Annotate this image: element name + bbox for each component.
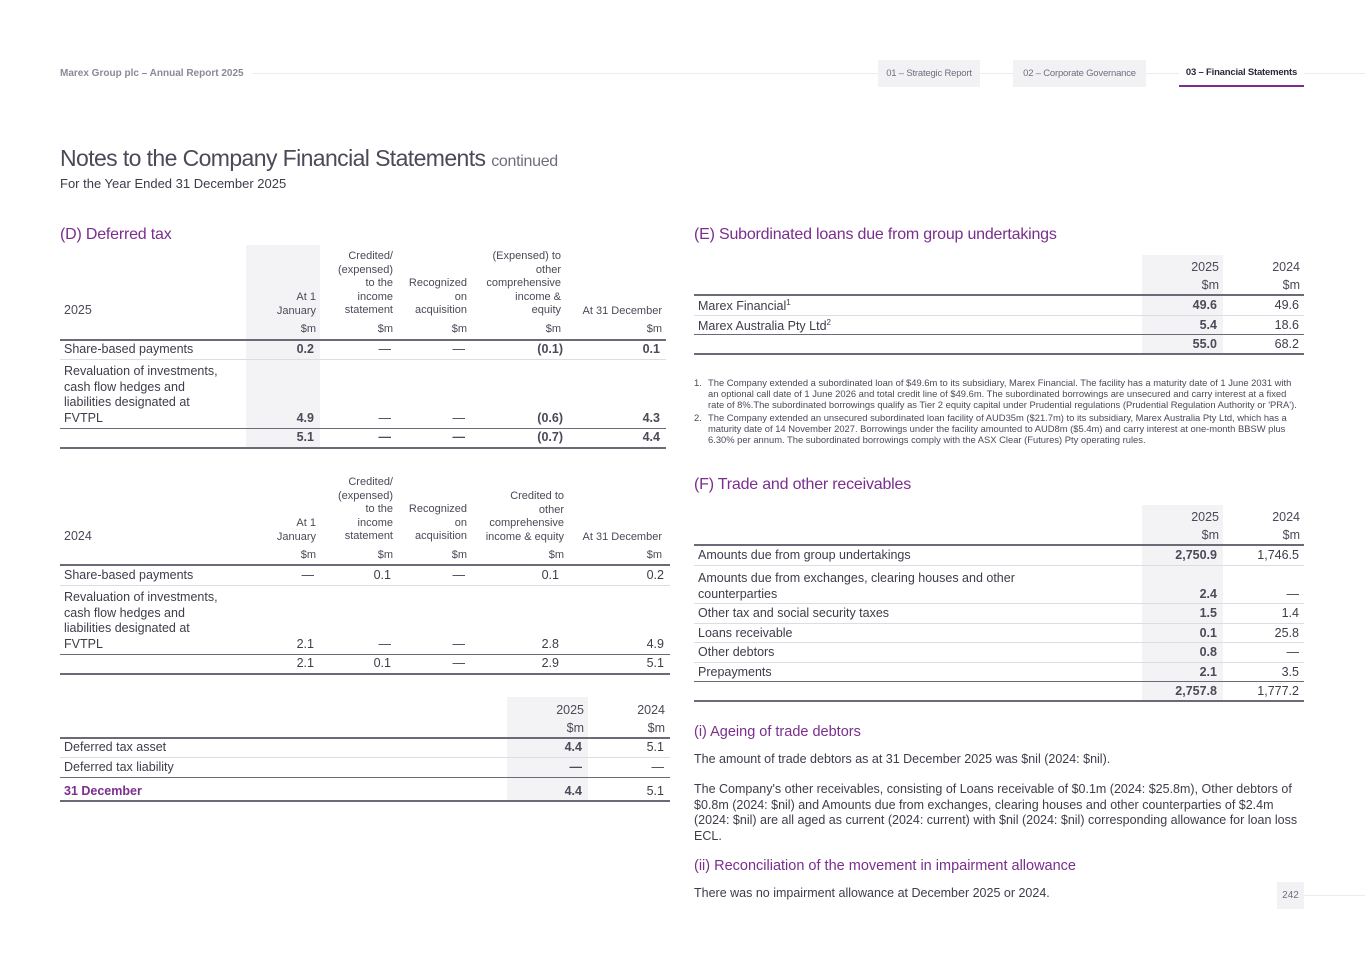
cell-value: 2.8 [541, 637, 559, 651]
row-label: Revaluation of investments, cash flow hedges and liabilities designated at FVTPL [64, 590, 218, 652]
unit: $m [548, 549, 564, 561]
total-value: — [378, 430, 391, 444]
total-value: 0.1 [373, 656, 391, 670]
cell-value: — [452, 637, 465, 651]
unit: $m [451, 323, 467, 335]
footnote [694, 412, 1304, 445]
row-rule [60, 777, 670, 778]
ageing-text: The amount of trade debtors as at 31 December 2025 was $nil (2024: $nil). [694, 752, 1111, 766]
row-label: Share-based payments [64, 342, 194, 356]
page-subtitle: For the Year Ended 31 December 2025 [60, 176, 287, 191]
cell-value: 0.1 [373, 568, 391, 582]
unit: $m [377, 323, 393, 335]
year-header: 2025 [556, 703, 584, 717]
cell-value: — [452, 411, 465, 425]
row-label: Amounts due from group undertakings [698, 548, 911, 562]
cell-value: 1.5 [1199, 606, 1217, 620]
cell-value: 49.6 [1192, 298, 1217, 312]
cell-value: 25.8 [1274, 626, 1299, 640]
total-value: 55.0 [1192, 337, 1217, 351]
row-rule [60, 359, 666, 360]
cell-value: 4.3 [642, 411, 660, 425]
row-rule [60, 757, 670, 758]
year-header: 2024 [637, 703, 665, 717]
row-label: Share-based payments [64, 568, 194, 582]
total-value: 5.1 [646, 656, 664, 670]
cell-value: — [651, 760, 664, 774]
row-rule [694, 662, 1304, 663]
total-value: 5.1 [296, 430, 314, 444]
tab-corporate-governance[interactable]: 02 – Corporate Governance [1013, 60, 1146, 87]
row-rule [694, 334, 1304, 335]
unit: $m [451, 549, 467, 561]
row-rule [60, 428, 666, 429]
row-rule [60, 654, 670, 655]
year-header: 2024 [1272, 510, 1300, 524]
row-rule [694, 565, 1304, 566]
total-value: 5.1 [646, 784, 664, 798]
table-year: 2024 [64, 529, 92, 543]
total-value: — [452, 430, 465, 444]
page-title [60, 145, 558, 172]
unit: $m [1201, 528, 1219, 542]
unit: $m [566, 721, 584, 735]
table-year: 2025 [64, 303, 92, 317]
header-rule [60, 564, 670, 566]
cell-value: — [301, 568, 314, 582]
row-label: Loans receivable [698, 626, 793, 640]
footnote-text: The Company extended a subordinated loan of $49.6m to its subsidiary, Marex Financial. The facility has a maturity date of 1 June 2031 with an optional call date of 1 June 2026 and total credit line of $49.6m. The subordinated borrowings are unsecured and carry interest at a fixed rate of 8%.The subordinated borrowings qualify as Tier 2 equity capital under Prudential regulations (Prudential Regulation Authority or 'PRA'). [708, 377, 1297, 411]
unit: $m [1201, 278, 1219, 292]
cell-value: 2,750.9 [1175, 548, 1217, 562]
row-rule [694, 642, 1304, 643]
row-rule [60, 585, 670, 586]
unit: $m [1282, 278, 1300, 292]
total-value: 1,777.2 [1257, 684, 1299, 698]
cell-value: — [1286, 645, 1299, 659]
cell-value: — [1286, 587, 1299, 601]
total-value: 4.4 [564, 784, 582, 798]
tab-financial-statements[interactable]: 03 – Financial Statements [1179, 60, 1304, 87]
total-rule [60, 447, 666, 449]
col-header: (Expensed) to other comprehensive income & equity [486, 250, 561, 317]
col-header: Credited/ (expensed) to the income statement [337, 250, 393, 317]
receivables-heading: (F) Trade and other receivables [694, 476, 912, 493]
footnote [694, 377, 1304, 410]
header-rule [60, 339, 666, 341]
ageing-text: The Company's other receivables, consisting of Loans receivable of $0.1m (2024: $25.8m), Other debtors of $0.8m (2024: $nil) and Amounts due from exchanges, clearing houses and other counterparties of $2.4m (2024: $nil) are all aged as current (2024: current) with $nil (2024: $nil) corresponding allowance for loan loss ECL. [694, 782, 1298, 843]
row-rule [694, 315, 1304, 316]
cell-value: 0.1 [642, 342, 660, 356]
ageing-heading: (i) Ageing of trade debtors [694, 724, 861, 740]
unit: $m [300, 323, 316, 335]
row-label: Deferred tax asset [64, 740, 167, 754]
total-value: 2,757.8 [1175, 684, 1217, 698]
cell-value: 4.9 [646, 637, 664, 651]
footnote-number: 1. [694, 377, 702, 388]
total-value: (0.7) [537, 430, 563, 444]
unit: $m [646, 323, 662, 335]
footnote-text: The Company extended an unsecured subordinated loan facility of AUD35m ($21.7m) to its subsidiary, Marex Australia Pty Ltd, which has a maturity date of 14 November 2027. Borrowings under the facility amounted to AUD8m ($5.4m) and carry interest at one-month BBSW plus 6.30% per annum. The subordinated borrowings comply with the ASX Clear (Futures) Pty operating rules. [708, 412, 1287, 446]
row-label: Other debtors [698, 645, 775, 659]
year-header: 2025 [1191, 260, 1219, 274]
footnote-number: 2. [694, 412, 702, 424]
col-header: Credited to other comprehensive income & equity [485, 490, 564, 543]
cell-value: 1.4 [1281, 606, 1299, 620]
col-header: At 1 January [276, 517, 316, 543]
subordinated-loans-heading: (E) Subordinated loans due from group undertakings [694, 226, 1057, 243]
cell-value: — [378, 637, 391, 651]
row-rule [694, 603, 1304, 604]
total-value: — [452, 656, 465, 670]
row-label-text: Marex Financial [698, 299, 787, 314]
tab-strategic-report[interactable]: 01 – Strategic Report [878, 60, 980, 87]
page-title-suffix: continued [491, 153, 558, 170]
total-rule [694, 700, 1304, 702]
unit: $m [1282, 528, 1300, 542]
cell-value: 0.2 [296, 342, 314, 356]
footnotes [694, 377, 1304, 448]
cell-value: — [378, 342, 391, 356]
row-label: Other tax and social security taxes [698, 606, 890, 620]
unit: $m [377, 549, 393, 561]
total-rule [694, 353, 1304, 355]
total-value: 2.1 [296, 656, 314, 670]
cell-value: — [378, 411, 391, 425]
col-header: At 31 December [582, 531, 662, 543]
unit: $m [300, 549, 316, 561]
row-label: Revaluation of investments, cash flow hedges and liabilities designated at FVTPL [64, 364, 218, 426]
cell-value: 5.1 [646, 740, 664, 754]
row-label: Deferred tax liability [64, 760, 174, 774]
total-rule [60, 800, 670, 802]
header-rule [60, 737, 670, 739]
page-title-text: Notes to the Company Financial Statements [60, 145, 486, 171]
header-rule [694, 544, 1304, 546]
impairment-text: There was no impairment allowance at December 2025 or 2024. [694, 886, 1050, 900]
cell-value: 3.5 [1281, 665, 1299, 679]
header-rule [694, 294, 1304, 296]
cell-value: 0.1 [541, 568, 559, 582]
cell-value: 2.1 [1199, 665, 1217, 679]
impairment-heading: (ii) Reconciliation of the movement in impairment allowance [694, 858, 1076, 874]
cell-value: 49.6 [1274, 298, 1299, 312]
cell-value: 0.2 [646, 568, 664, 582]
cell-value: 18.6 [1274, 318, 1299, 332]
footnote-ref: 2 [826, 318, 831, 327]
total-rule [60, 673, 670, 675]
cell-value: (0.1) [537, 342, 563, 356]
total-label: 31 December [64, 784, 142, 798]
unit: $m [545, 323, 561, 335]
cell-value: 5.4 [1199, 318, 1217, 332]
row-label: Prepayments [698, 665, 772, 679]
cell-value: 4.9 [296, 411, 314, 425]
col-header: At 1 January [276, 291, 316, 317]
row-label: Amounts due from exchanges, clearing houses and other counterparties [698, 571, 1015, 601]
cell-value: — [452, 568, 465, 582]
row-rule [694, 681, 1304, 682]
cell-value: 1,746.5 [1257, 548, 1299, 562]
page-number: 242 [1277, 882, 1304, 909]
year-header: 2025 [1191, 510, 1219, 524]
cell-value: 2.1 [296, 637, 314, 651]
col-header: Recognized on acquisition [408, 503, 467, 543]
row-label [698, 298, 791, 313]
total-value: 4.4 [642, 430, 660, 444]
col-header: Recognized on acquisition [408, 277, 467, 317]
report-name: Marex Group plc – Annual Report 2025 [60, 68, 252, 79]
unit: $m [646, 549, 662, 561]
cell-value: 2.4 [1199, 587, 1217, 601]
row-rule [694, 623, 1304, 624]
year-header: 2024 [1272, 260, 1300, 274]
col-header: At 31 December [582, 305, 662, 317]
col-header: Credited/ (expensed) to the income statement [337, 476, 393, 543]
cell-value: 0.1 [1199, 626, 1217, 640]
unit: $m [647, 721, 665, 735]
footnote-ref: 1 [786, 298, 791, 307]
cell-value: — [569, 760, 582, 774]
deferred-tax-heading: (D) Deferred tax [60, 226, 172, 243]
row-label-text: Marex Australia Pty Ltd [698, 319, 827, 334]
total-value: 68.2 [1274, 337, 1299, 351]
cell-value: 0.8 [1199, 645, 1217, 659]
total-value: 2.9 [541, 656, 559, 670]
cell-value: (0.6) [537, 411, 563, 425]
footer-rule [1304, 895, 1365, 896]
cell-value: 4.4 [564, 740, 582, 754]
row-label [698, 318, 831, 333]
cell-value: — [452, 342, 465, 356]
